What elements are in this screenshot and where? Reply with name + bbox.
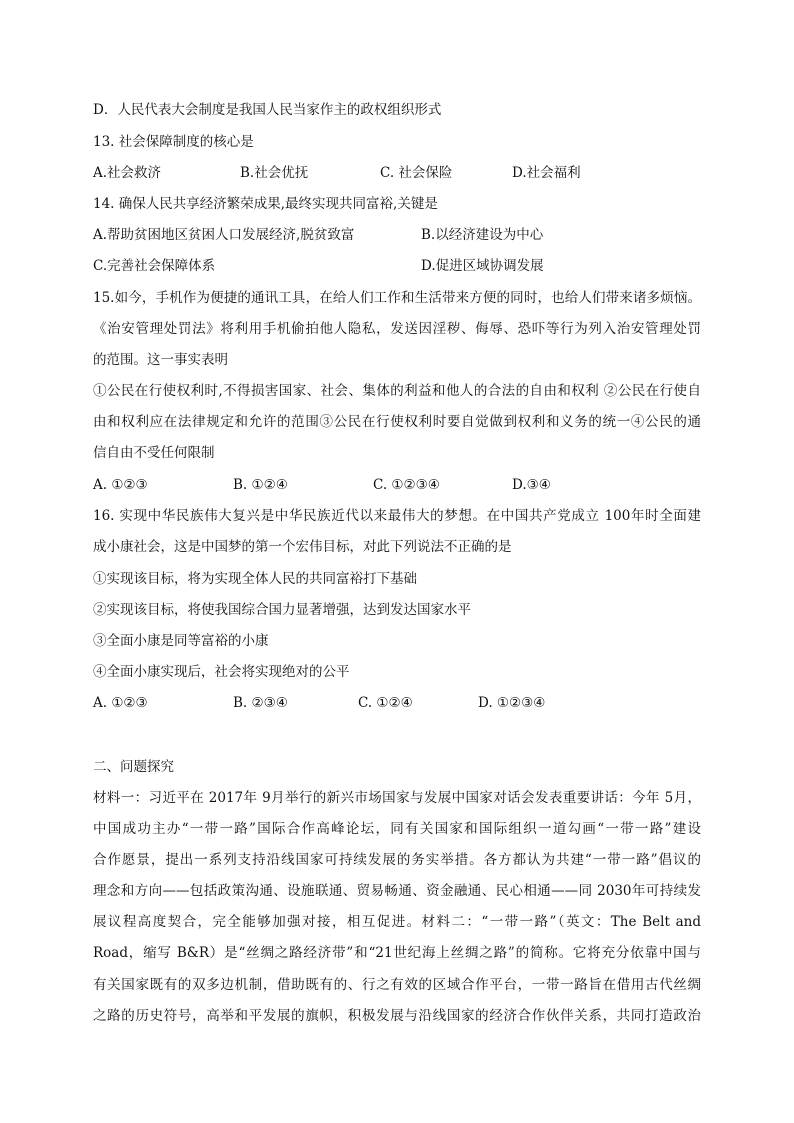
q15-option-c: C. ①②③④ (373, 477, 440, 493)
material-line: 材料一：习近平在 2017年 9月举行的新兴市场国家与发展中国家对话会发表重要讲话：今年 5月， (93, 790, 701, 806)
q13-option-c: C. 社会保险 (380, 165, 453, 181)
q12-option-d: D．人民代表大会制度是我国人民当家作主的政权组织形式 (93, 102, 442, 118)
q15-option-b: B. ①②④ (233, 477, 288, 493)
q15-stem-line: 的范围。这一事实表明 (93, 352, 228, 368)
q15-item-line: 信自由不受任何限制 (93, 445, 215, 461)
q15-option-d: D.③④ (512, 477, 551, 493)
q15-stem-line: 15.如今，手机作为便捷的通讯工具，在给人们工作和生活带来方便的同时，也给人们带来诸多烦恼。 (93, 290, 701, 306)
q16-option-b: B. ②③④ (233, 695, 288, 711)
q14-option-c: C.完善社会保障体系 (93, 258, 216, 274)
q14-option-d: D.促进区域协调发展 (421, 258, 544, 274)
q13-option-a: A.社会救济 (93, 165, 162, 181)
q16-option-c: C. ①②④ (358, 695, 413, 711)
section-title: 二、问题探究 (93, 759, 174, 775)
q16-item: ②实现该目标，将使我国综合国力显著增强，达到发达国家水平 (93, 602, 471, 618)
material-line: 之路的历史符号，高举和平发展的旗帜，积极发展与沿线国家的经济合作伙伴关系，共同打造政治 (93, 1008, 701, 1024)
material-line: 展议程高度契合，完全能够加强对接，相互促进。材料二：“一带一路”（英文：The Belt and (93, 914, 701, 930)
q16-stem-line: 成小康社会，这是中国梦的第一个宏伟目标，对此下列说法不正确的是 (93, 539, 512, 555)
material-line: Road，缩写 B&R）是“丝绸之路经济带”和“21世纪海上丝绸之路”的简称。它将充分依靠中国与 (93, 945, 701, 961)
q15-stem-line: 《治安管理处罚法》将利用手机偷拍他人隐私，发送因淫秽、侮辱、恐吓等行为列入治安管理处罚 (93, 321, 701, 337)
q14-option-b: B.以经济建设为中心 (421, 227, 544, 243)
q16-item: ④全面小康实现后，社会将实现绝对的公平 (93, 664, 350, 680)
material-line: 合作愿景，提出一系列支持沿线国家可持续发展的务实举措。各方都认为共建“一带一路”倡议的 (93, 852, 701, 868)
q16-item: ①实现该目标，将为实现全体人民的共同富裕打下基础 (93, 571, 417, 587)
q16-item: ③全面小康是同等富裕的小康 (93, 633, 269, 649)
q14-option-a: A.帮助贫困地区贫困人口发展经济,脱贫致富 (93, 227, 355, 243)
q16-option-a: A. ①②③ (93, 695, 148, 711)
q13-stem: 13. 社会保障制度的核心是 (93, 134, 254, 150)
q15-item-line: ①公民在行使权利时,不得损害国家、社会、集体的利益和他人的合法的自由和权利 ②公民在行使自 (93, 383, 701, 399)
q13-option-d: D.社会福利 (512, 165, 581, 181)
material-line: 理念和方向——包括政策沟通、设施联通、贸易畅通、资金融通、民心相通——同 2030年可持续发 (93, 883, 701, 899)
material-line: 有关国家既有的双多边机制，借助既有的、行之有效的区域合作平台，一带一路旨在借用古代丝绸 (93, 977, 701, 993)
q15-option-a: A. ①②③ (93, 477, 148, 493)
q13-option-b: B.社会优抚 (240, 165, 309, 181)
q14-stem: 14. 确保人民共享经济繁荣成果,最终实现共同富裕,关键是 (93, 196, 438, 212)
q16-option-d: D. ①②③④ (478, 695, 546, 711)
material-line: 中国成功主办“一带一路”国际合作高峰论坛，同有关国家和国际组织一道勾画“一带一路”建设 (93, 821, 701, 837)
q16-stem-line: 16. 实现中华民族伟大复兴是中华民族近代以来最伟大的梦想。在中国共产党成立 100年时全面建 (93, 508, 701, 524)
q15-item-line: 由和权利应在法律规定和允许的范围③公民在行使权利时要自觉做到权利和义务的统一④公民的通 (93, 414, 701, 430)
